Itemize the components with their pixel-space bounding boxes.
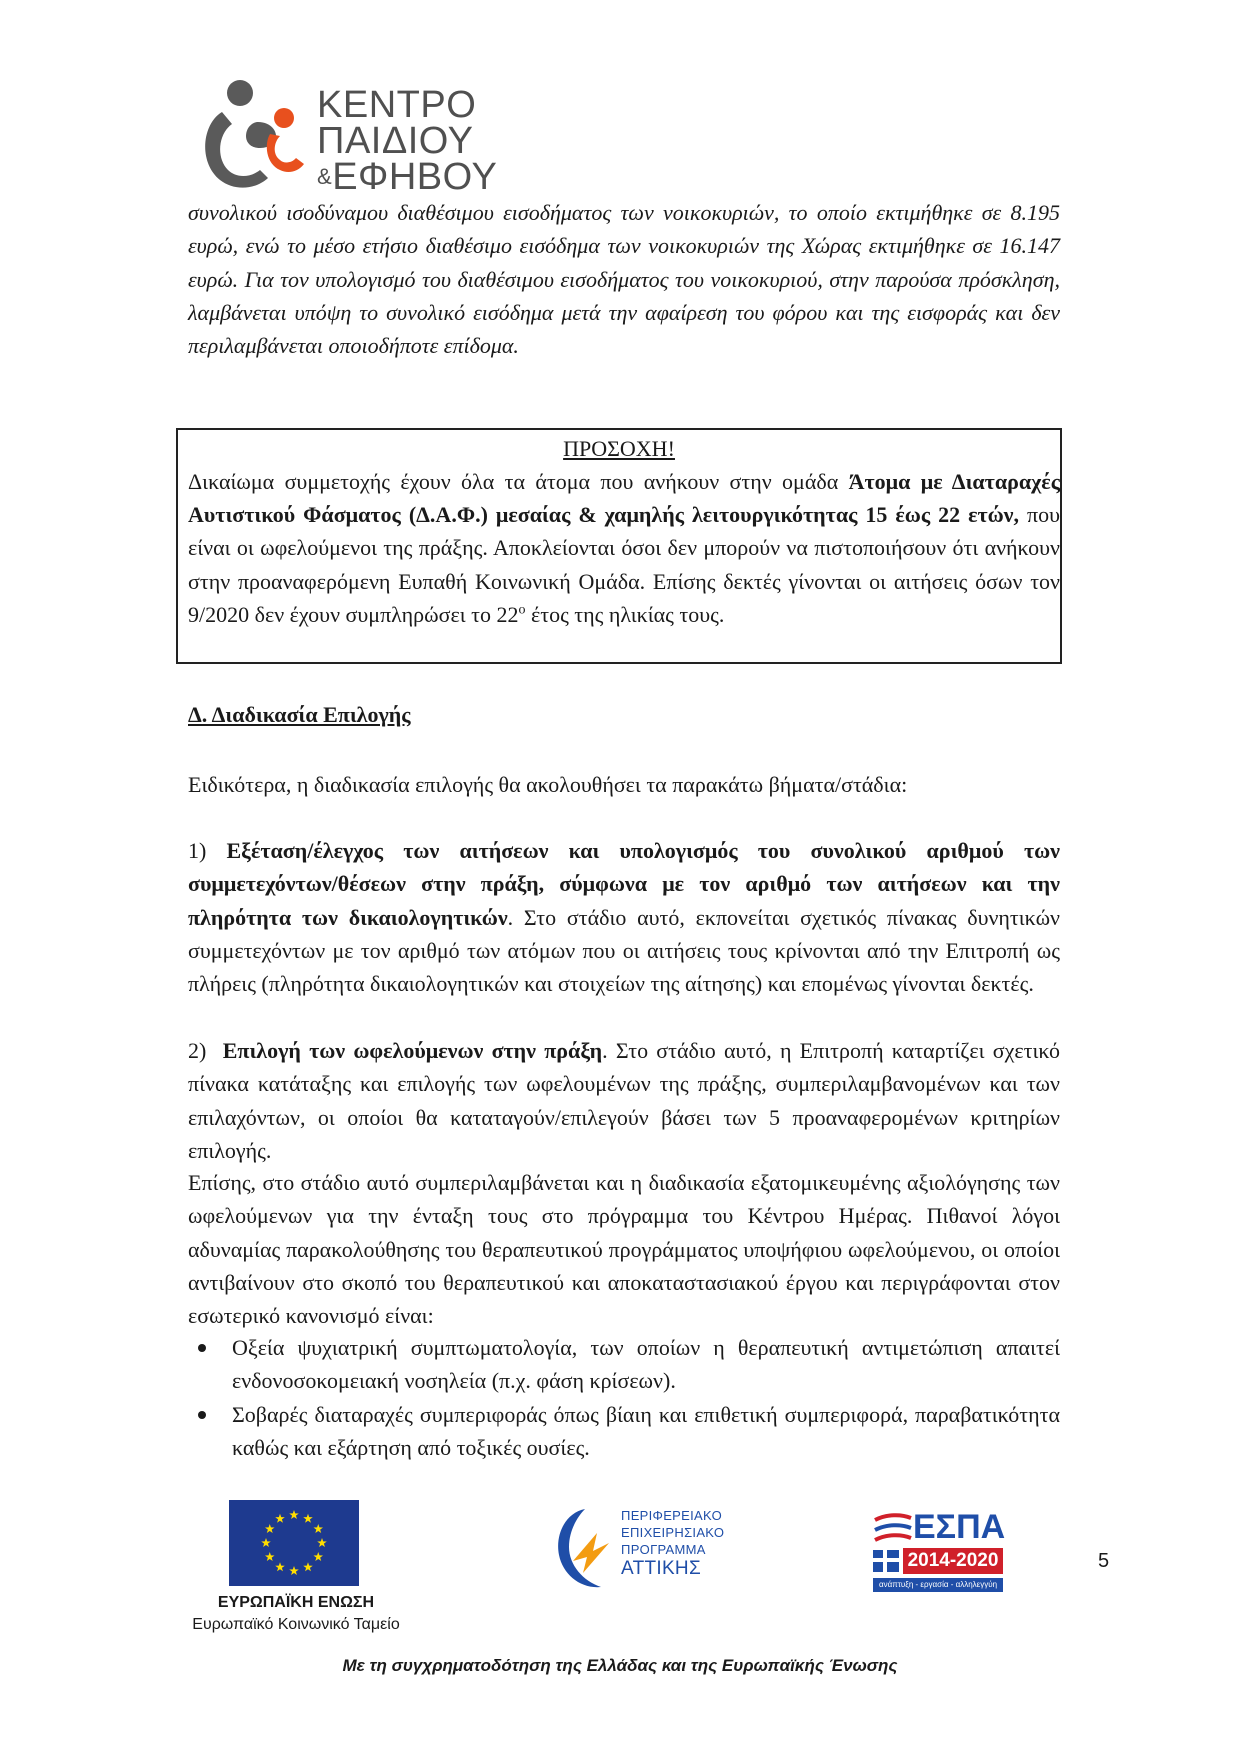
eu-title: ΕΥΡΩΠΑΪΚΗ ΕΝΩΣΗ [217,1594,375,1611]
espa-title: ΕΣΠΑ [913,1508,1006,1546]
step-2 [188,1034,1060,1167]
exclusion-list [188,1331,1060,1464]
step-1-text: . Στο στάδιο αυτό, εκπονείται σχετικός πίνακας δυνητικών συμμετεχόντων με τον αριθμό των ατόμων που οι αιτήσεις τους κρίνονται από την Επιτροπή ως πλήρεις (πληρότητα δικαιολογητικών και στοιχείων της αίτησης) και επομένως γίνονται δεκτές. [188,904,1061,997]
logo-text-line1: ΚΕΝΤΡΟ [317,84,477,126]
step-2-title: Επιλογή των ωφελούμενων στην πράξη [222,1038,603,1063]
step-1-number: 1) [188,838,227,863]
notice-text [188,465,1060,631]
section-heading: Δ. Διαδικασία Επιλογής [188,702,411,727]
notice-text-end: έτος της ηλικίας τους. [525,601,725,627]
pep-line3: ΠΡΟΓΡΑΜΜΑ [621,1542,706,1557]
notice-text-middle: που είναι οι ωφελούμενοι της πράξης. Αποκλείονται όσοι δεν μπορούν να πιστοποιήσουν ότι ανήκουν στην προαναφερόμενη Ευπαθή Κοινωνική Ομάδα. Επίσης δεκτές γίνονται οι αιτήσεις όσων τον 9/2020 δεν έχουν συμπληρώσει το 22 [188,502,1061,627]
logo-text-line2: ΠΑΙΔΙΟΥ [317,120,474,162]
logo-text-line3: ΕΦΗΒΟΥ [332,156,498,198]
espa-logo [873,1508,1006,1600]
logo-figures-icon [200,78,310,193]
step-1-title: Εξέταση/έλεγχος των αιτήσεων και υπολογισμός του συνολικού αριθμού των συμμετεχόντων/θέσεων στην πράξη, σύμφωνα με τον αριθμό των αιτήσεων και την πληρότητα των δικαιολογητικών [188,838,1060,930]
step-1 [188,834,1060,1000]
step-2-number: 2) [188,1038,223,1063]
notice-superscript: ο [518,602,526,618]
notice-target-group: Άτομα με Διαταραχές Αυτιστικού Φάσματος (Δ.Α.Φ.) μεσαίας & χαμηλής λειτουργικότητας 15 έως 22 ετών, [188,469,1060,528]
notice-title-mark: ! [667,436,675,461]
eu-flag-icon [229,1500,359,1586]
step-2-text: . Στο στάδιο αυτό, η Επιτροπή καταρτίζει σχετικό πίνακα κατάταξης και επιλογής των ωφελουμένων της πράξης, συμπεριλαμβανομένων και των επιλαχόντων, οι οποίοι θα καταταγούν/επιλεγούν βάσει των 5 προαναφερομένων κριτηρίων επιλογής. [188,1038,1060,1163]
pep-line1: ΠΕΡΙΦΕΡΕΙΑΚΟ [621,1508,722,1523]
notice-title [176,432,1062,465]
greek-flag-icon [873,1550,899,1572]
list-item-text: Σοβαρές διαταραχές συμπεριφοράς όπως βίαιη και επιθετική συμπεριφορά, παραβατικότητα καθώς και εξάρτηση από τοξικές ουσίες. [232,1401,1060,1460]
funding-note: Με τη συγχρηματοδότηση της Ελλάδας και της Ευρωπαϊκής Ένωσης [342,1656,898,1675]
pep-line4: ΑΤΤΙΚΗΣ [621,1558,701,1579]
notice-text-start: Δικαίωμα συμμετοχής έχουν όλα τα άτομα που ανήκουν στην ομάδα [188,469,849,494]
espa-swoosh-icon [873,1512,913,1546]
list-item [188,1398,1060,1465]
pep-line2: ΕΠΙΧΕΙΡΗΣΙΑΚΟ [621,1525,725,1540]
list-item [188,1331,1060,1398]
page-number: 5 [1098,1550,1110,1572]
assessment-paragraph: Επίσης, στο στάδιο αυτό συμπεριλαμβάνεται και η διαδικασία εξατομικευμένης αξιολόγησης των ωφελούμενων για την ένταξη τους στο πρόγραμμα του Κέντρου Ημέρας. Πιθανοί λόγοι αδυναμίας παρακολούθησης του θεραπευτικού προγράμματος υποψήφιου ωφελούμενου, οι οποίοι αντιβαίνουν στο σκοπό του θεραπευτικού και αποκαταστασιακού έργου και περιγράφονται στον εσωτερικό κανονισμό είναι: [188,1170,1060,1329]
espa-years: 2014-2020 [903,1548,1003,1574]
notice-title-text: ΠΡΟΣΟΧΗ [563,436,668,461]
intro-paragraph: συνολικού ισοδύναμου διαθέσιμου εισοδήματος των νοικοκυριών, το οποίο εκτιμήθηκε σε 8.195 ευρώ, ενώ το μέσο ετήσιο διαθέσιμο εισόδημα των νοικοκυριών της Χώρας εκτιμήθηκε σε 16.147 ευρώ. Για τον υπολογισμό του διαθέσιμου εισοδήματος του νοικοκυριού, στην παρούσα πρόσκληση, λαμβάνεται υπόψη το συνολικό εισόδημα μετά την αφαίρεση του φόρου και της εισφοράς και δεν περιλαμβάνεται οποιοδήποτε επίδομα. [188,200,1060,359]
bullet-icon [198,1411,206,1419]
attica-programme-logo [553,1503,733,1595]
eu-subtitle: Ευρωπαϊκό Κοινωνικό Ταμείο [192,1616,400,1633]
bullet-icon [198,1344,206,1352]
centre-logo [200,78,520,198]
espa-tagline: ανάπτυξη - εργασία - αλληλεγγύη [873,1578,1003,1592]
list-item-text: Οξεία ψυχιατρική συμπτωματολογία, των οποίων η θεραπευτική αντιμετώπιση απαιτεί ενδονοσοκομειακή νοσηλεία (π.χ. φάση κρίσεων). [232,1335,1060,1394]
section-lead: Ειδικότερα, η διαδικασία επιλογής θα ακολουθήσει τα παρακάτω βήματα/στάδια: [188,772,908,797]
logo-ampersand: & [317,164,333,189]
attica-arrow-icon [553,1503,617,1595]
